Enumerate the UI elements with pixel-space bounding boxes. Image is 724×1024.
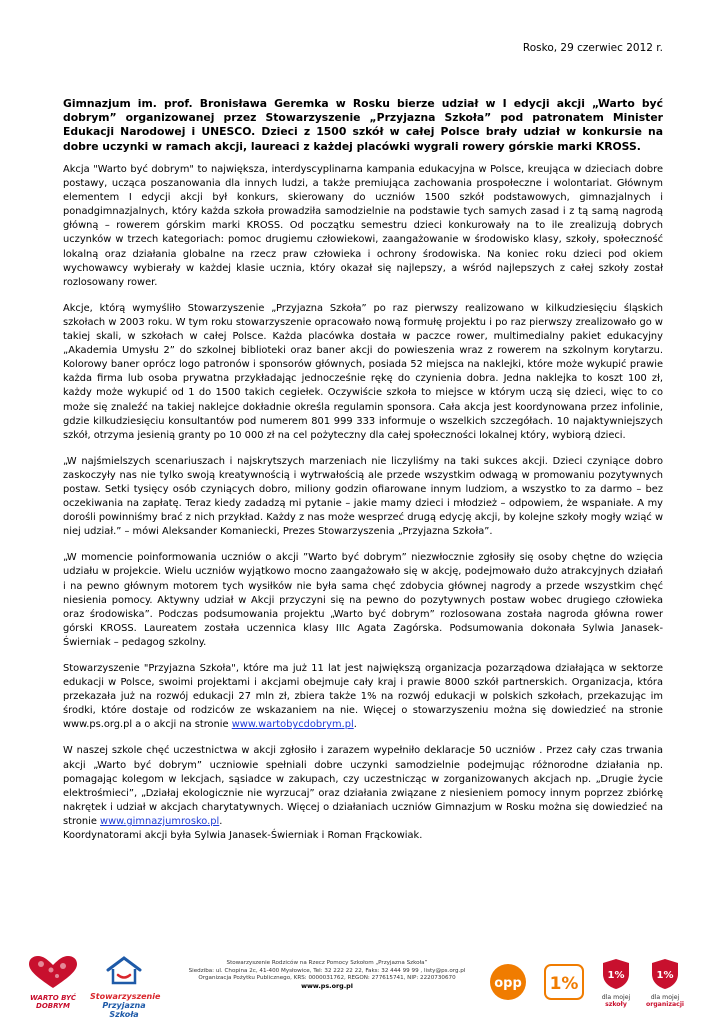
paragraph-association-end: . xyxy=(353,719,357,731)
badge-dla-mojej-organizacji xyxy=(641,958,689,1008)
pct-label: 1% xyxy=(549,974,579,994)
badge-dla-mojej-szkoly xyxy=(594,958,638,1008)
paragraph-association xyxy=(63,662,663,732)
association-contact-info xyxy=(172,960,482,990)
lead-paragraph: Gimnazjum im. prof. Bronisława Geremka w Rosku bierze udział w I edycji akcji „Warto być dobrym” organizowanej przez Stowarzyszenie „Przyjazna Szkoła” pod patronatem Minister Edukacji Narodowej i UNESCO. Dzieci z 1500 szkół w całej Polsce brały udział w konkursie na dobre uczynki w ramach akcji, laureaci z każdej placówki wygrali rowery górskie marki KROSS. xyxy=(63,97,663,153)
gimnazjumrosko-link[interactable]: www.gimnazjumrosko.pl xyxy=(100,815,220,827)
opp-label: opp xyxy=(494,976,522,991)
badge1-pct: 1% xyxy=(607,970,625,981)
badge1-line-1: dla mojej xyxy=(601,994,631,1001)
paragraph-campaign: Akcja "Warto być dobrym" to największa, interdyscyplinarna kampania edukacyjna w Polsce, kreująca w dzieciach dobre postawy, ucząca poszanowania dla innych ludzi, a także premiująca zachowania prospołeczne i wolontariat. Głównym elementem I edycji akcji był konkurs, skierowany do uczniów 1500 szkół podstawowych, gimnazjalnych i ponadgimnazjalnych, który każda szkoła prowadziła samodzielnie na podstawie tych samych zasad i z tą samą nagrodą główną – rowerem górskim marki KROSS. Od początku semestru dzieci konkurowały na to ile zrealizują dobrych uczynków w trzech kategoriach: pomoc drugiemu człowiekowi, zaangażowanie w środowisko klasy, szkoły, społeczność lokalną oraz działania globalne na rzecz praw człowieka i ochrony środowiska. Na koniec roku dzieci pod okiem wychowawcy wybierały w każdej klasie ucznia, który okazał się najlepszy, a wśród najlepszych z całej szkoły został rozlosowany rower. xyxy=(63,164,663,288)
logo1-text-2: DOBRYM xyxy=(36,1002,70,1010)
house-icon xyxy=(104,956,144,986)
logo2-text-1: Stowarzyszenie xyxy=(90,992,161,1001)
document-date: Rosko, 29 czerwiec 2012 r. xyxy=(522,42,663,54)
heart-icon xyxy=(27,956,79,990)
wartobycdobrym-link[interactable]: www.wartobycdobrym.pl xyxy=(231,719,354,731)
paragraph-school-quote: „W momencie poinformowania uczniów o akcji ”Warto być dobrym” niezwłocznie zgłosiły się osoby chętne do wzięcia udziału w projekcie. Wielu uczniów wyjątkowo mocno zaangażowało się w akcję, podejmowało dużo atrakcyjnych działań i na pewno głównym motorem tych wysiłków nie była sama chęć zdobycia głównej nagrody a przede wszystkim chęć niesienia pomocy. Aktywny udział w Akcji przyczyni się na pewno do pozytywnych postaw wobec drugiego człowieka oraz środowiska”. Podczas podsumowania projektu „Warto być dobrym” rozlosowana została nagroda główna rower górski KROSS. Laureatem została uczennica klasy IIIc Agata Zagórska. Podsumowania dokonała Sylwia Janasek- Świerniak – pedagog szkolny. xyxy=(63,552,663,648)
paragraph-school xyxy=(63,744,663,829)
one-percent-logo xyxy=(544,964,584,1004)
shield-icon xyxy=(601,958,631,990)
logo1-text-1: WARTO BYĆ xyxy=(29,994,77,1002)
info-website: www.ps.org.pl xyxy=(301,981,353,990)
paragraph-school-text: W naszej szkole chęć uczestnictwa w akcji zgłosiło i zarazem wypełniło deklaracje 50 uczniów . Przez cały czas trwania akcji „Warto być dobrym” uczniowie spełniali dobre uczynki samodzielnie podejmując różnorodne działania np. pomagając kolegom w lekcjach, sąsiadce w zakupach, czy uczestnicząc w zorganizowanych akcjach np. „Drugie życie elektrośmieci”, „Działaj ekologicznie nie wyrzucaj” oraz działania związane z niesieniem pomocy innym poprzez zbiórkę nakrętek i udział w akcjach charytatywnych. Więcej o działaniach uczniów Gimnazjum w Rosku można się dowiedzieć na stronie xyxy=(63,745,663,827)
warto-byc-dobrym-logo xyxy=(27,956,79,1010)
badge2-line-1: dla mojej xyxy=(650,994,680,1001)
opp-icon xyxy=(488,962,532,1002)
info-line-1: Stowarzyszenie Rodziców na Rzecz Pomocy Szkołom „Przyjazna Szkoła” xyxy=(226,960,428,966)
paragraph-school-end: . xyxy=(219,815,223,827)
info-line-2: Siedziba: ul. Chopina 2c, 41-400 Mysłowice, Tel: 32 222 22 22, Faks: 32 444 99 99 , listy@ps.org.pl xyxy=(188,967,466,974)
one-percent-icon xyxy=(544,964,584,1000)
logo2-text-2: Przyjazna Szkoła xyxy=(102,1001,146,1019)
paragraph-quote-president: „W najśmielszych scenariuszach i najskrytszych marzeniach nie liczyliśmy na taki sukces akcji. Dzieci czyniące dobro zaskoczyły nas nie tylko swoją kreatywnością i wytrwałością ale przede wszystkim odwagą w promowaniu pozytywnych postaw. Setki tysięcy osób czyniących dobro, miliony godzin ofiarowane innym ludziom, a wszystko to za darmo – bez oczekiwania na zapłatę. Teraz kiedy zadadzą mi pytanie – jakie mamy dzieci i młodzież – odpowiem, że wspaniałe. A my dorośli powinniśmy brać z nich przykład. Każdy z nas może wesprzeć drugą edycję akcji, by kolejne szkoły mogły wziąć w niej udział.” – mówi Aleksander Komaniecki, Prezes Stowarzyszenia „Przyjazna Szkoła”. xyxy=(63,455,663,538)
badge2-line-2: organizacji xyxy=(645,1001,685,1008)
footer-logos xyxy=(0,950,724,1024)
paragraph-association-text: Stowarzyszenie "Przyjazna Szkoła", które ma już 11 lat jest największą organizacja pozarządowa działająca w sektorze edukacji w Polsce, swoimi projektami i akcjami obejmuje cały kraj i prawie 8000 szkół partnerskich. Organizacja, która przekazała już na rozwój edukacji 27 mln zł, zbiera także 1% na rozwój edukacji w polskich szkołach, przekazując im środki, które dostaje od rodziców ze wskazaniem na nie. Więcej o stowarzyszeniu można się dowiedzieć na stronie www.ps.org.pl a o akcji na stronie xyxy=(63,663,663,731)
paragraph-history: Akcje, którą wymyśliło Stowarzyszenie „Przyjazna Szkoła” po raz pierwszy realizowano w kilkudziesięciu śląskich szkołach w 2003 roku. W tym roku stowarzyszenie opracowało nową formułę projektu i po raz pierwszy zrealizowało go w takiej skali, w szkołach w całej Polsce. Każda placówka dostała w paczce rower, multimedialny pakiet edukacyjny „Akademia Umysłu 2” do szkolnej biblioteki oraz baner akcji do powieszenia wraz z rowerem na szkolnym korytarzu. Kolorowy baner oprócz logo patronów i sponsorów głównych, posiada 52 miejsca na naklejki, które może wykupić prawie każda firma lub osoba prywatna przykładając jednocześnie rękę do czynienia dobra. Jedna naklejka to koszt 100 zł, każdy może wykupić od 1 do 1500 takich cegiełek. Oczywiście szkoła to miejsce w którym uczą się dzieci, więc to co może się znaleźć na takiej naklejce dokładnie określa regulamin sponsora. Cała akcja jest koordynowana przez infolinie, gdzie kilkudziesięciu konsultantów pod numerem 801 999 333 informuje o wszelkich szczegółach. 10 najaktywniejszych szkół, otrzyma jesienią granty po 10 000 zł na cel pożyteczny dla całej społeczności lokalnej który, wybiorą dzieci. xyxy=(63,302,663,441)
paragraph-coordinators: Koordynatorami akcji była Sylwia Janasek-Świerniak i Roman Frąckowiak. xyxy=(63,830,423,842)
przyjazna-szkola-logo xyxy=(90,956,161,1019)
shield-icon xyxy=(650,958,680,990)
document-body xyxy=(63,163,663,855)
badge1-line-2: szkoły xyxy=(605,1001,627,1008)
info-line-3: Organizacja Pożytku Publicznego, KRS: 0000031762, REGON: 277615741, NIP: 2220730670 xyxy=(198,975,456,982)
opp-logo xyxy=(488,962,532,1006)
badge2-pct: 1% xyxy=(656,970,674,981)
